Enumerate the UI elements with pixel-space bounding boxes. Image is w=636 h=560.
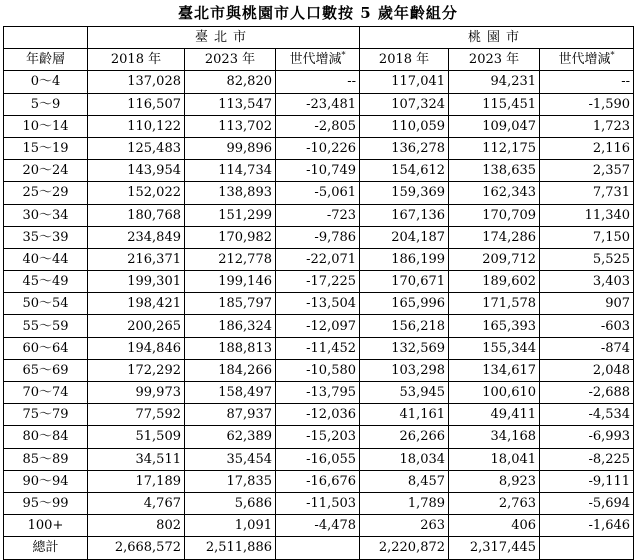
change-label: 世代增減 bbox=[558, 52, 611, 68]
taoyuan-2023-cell: 165,393 bbox=[449, 315, 540, 337]
footnote-mark: * bbox=[341, 50, 346, 60]
taoyuan-2018-cell: 26,266 bbox=[360, 426, 449, 448]
taipei-2023-cell: 188,813 bbox=[185, 337, 276, 359]
taipei-2018-cell: 802 bbox=[88, 515, 185, 537]
age-group-cell: 50～54 bbox=[4, 293, 88, 315]
table-row bbox=[4, 293, 634, 315]
taoyuan-2023-cell: 162,343 bbox=[449, 182, 540, 204]
taoyuan-change-cell: -603 bbox=[540, 315, 634, 337]
taipei-2023-cell: 82,820 bbox=[185, 71, 276, 93]
taipei-2018-cell: 34,511 bbox=[88, 448, 185, 470]
taipei-2018-cell: 137,028 bbox=[88, 71, 185, 93]
taipei-change-cell: -13,795 bbox=[276, 382, 360, 404]
column-header-row bbox=[4, 49, 634, 71]
taipei-change-cell: -23,481 bbox=[276, 93, 360, 115]
taipei-change-cell: -13,504 bbox=[276, 293, 360, 315]
total-label: 總計 bbox=[4, 537, 88, 559]
taoyuan-change-cell: 7,150 bbox=[540, 226, 634, 248]
table-title: 臺北市與桃園市人口數按 5 歲年齡組分 bbox=[178, 4, 458, 22]
taoyuan-2023-cell: 189,602 bbox=[449, 271, 540, 293]
taipei-change-header bbox=[276, 49, 360, 71]
taoyuan-2018-cell: 136,278 bbox=[360, 137, 449, 159]
taoyuan-change-cell: -5,694 bbox=[540, 492, 634, 514]
table-row bbox=[4, 204, 634, 226]
taoyuan-2023-cell: 94,231 bbox=[449, 71, 540, 93]
table-row bbox=[4, 382, 634, 404]
taoyuan-2023-cell: 112,175 bbox=[449, 137, 540, 159]
taoyuan-2018-cell: 117,041 bbox=[360, 71, 449, 93]
taoyuan-2018-cell: 263 bbox=[360, 515, 449, 537]
taipei-change-cell: -11,503 bbox=[276, 492, 360, 514]
taoyuan-2018-cell: 156,218 bbox=[360, 315, 449, 337]
taoyuan-change-cell: 907 bbox=[540, 293, 634, 315]
table-row bbox=[4, 137, 634, 159]
taipei-2023-cell: 35,454 bbox=[185, 448, 276, 470]
taipei-2018-cell: 198,421 bbox=[88, 293, 185, 315]
taipei-change-cell: -16,055 bbox=[276, 448, 360, 470]
age-group-cell: 65～69 bbox=[4, 359, 88, 381]
table-row bbox=[4, 515, 634, 537]
taipei-2023-cell: 5,686 bbox=[185, 492, 276, 514]
taoyuan-change-cell: 3,403 bbox=[540, 271, 634, 293]
taoyuan-2018-cell: 107,324 bbox=[360, 93, 449, 115]
taoyuan-2023-cell: 171,578 bbox=[449, 293, 540, 315]
taoyuan-2018-cell: 154,612 bbox=[360, 160, 449, 182]
taoyuan-change-cell: -874 bbox=[540, 337, 634, 359]
age-group-cell: 5～9 bbox=[4, 93, 88, 115]
taipei-2018-header: 2018 年 bbox=[88, 49, 185, 71]
taoyuan-change-cell: -8,225 bbox=[540, 448, 634, 470]
population-table bbox=[3, 26, 634, 560]
age-group-cell: 30～34 bbox=[4, 204, 88, 226]
taipei-2018-cell: 99,973 bbox=[88, 382, 185, 404]
taipei-2018-cell: 152,022 bbox=[88, 182, 185, 204]
taoyuan-2023-cell: 174,286 bbox=[449, 226, 540, 248]
taipei-2023-cell: 170,982 bbox=[185, 226, 276, 248]
table-row bbox=[4, 337, 634, 359]
taipei-2018-cell: 4,767 bbox=[88, 492, 185, 514]
taoyuan-change-cell: 1,723 bbox=[540, 115, 634, 137]
taoyuan-change-cell: 5,525 bbox=[540, 248, 634, 270]
taoyuan-2018-cell: 165,996 bbox=[360, 293, 449, 315]
taoyuan-change-cell: 11,340 bbox=[540, 204, 634, 226]
taoyuan-change-cell: -6,993 bbox=[540, 426, 634, 448]
taipei-2023-cell: 1,091 bbox=[185, 515, 276, 537]
taipei-2018-cell: 17,189 bbox=[88, 470, 185, 492]
taoyuan-2023-cell: 170,709 bbox=[449, 204, 540, 226]
taipei-2023-header: 2023 年 bbox=[185, 49, 276, 71]
taipei-2018-cell: 180,768 bbox=[88, 204, 185, 226]
table-row bbox=[4, 226, 634, 248]
table-row bbox=[4, 470, 634, 492]
table-row bbox=[4, 248, 634, 270]
taipei-change-cell: -723 bbox=[276, 204, 360, 226]
taipei-2023-cell: 114,734 bbox=[185, 160, 276, 182]
taoyuan-2018-cell: 53,945 bbox=[360, 382, 449, 404]
table-row bbox=[4, 448, 634, 470]
taipei-2023-cell: 185,797 bbox=[185, 293, 276, 315]
taoyuan-change-cell: -1,590 bbox=[540, 93, 634, 115]
taipei-2023-cell: 113,702 bbox=[185, 115, 276, 137]
taipei-change-cell: -2,805 bbox=[276, 115, 360, 137]
taoyuan-2023-total: 2,317,445 bbox=[449, 537, 540, 559]
age-group-cell: 25～29 bbox=[4, 182, 88, 204]
taoyuan-2018-cell: 18,034 bbox=[360, 448, 449, 470]
taipei-2018-cell: 110,122 bbox=[88, 115, 185, 137]
taipei-change-cell: -12,036 bbox=[276, 404, 360, 426]
taoyuan-change-cell: -9,111 bbox=[540, 470, 634, 492]
taoyuan-change-cell: 2,116 bbox=[540, 137, 634, 159]
taoyuan-2023-cell: 49,411 bbox=[449, 404, 540, 426]
taipei-change-cell: -5,061 bbox=[276, 182, 360, 204]
table-row bbox=[4, 160, 634, 182]
taoyuan-2018-cell: 1,789 bbox=[360, 492, 449, 514]
taoyuan-change-cell: 2,048 bbox=[540, 359, 634, 381]
taoyuan-change-cell: -4,534 bbox=[540, 404, 634, 426]
city-header-taipei: 臺北市 bbox=[88, 27, 360, 49]
taoyuan-change-cell: -1,646 bbox=[540, 515, 634, 537]
taoyuan-change-cell: 7,731 bbox=[540, 182, 634, 204]
taoyuan-2023-cell: 109,047 bbox=[449, 115, 540, 137]
taipei-change-cell: -10,749 bbox=[276, 160, 360, 182]
table-row bbox=[4, 182, 634, 204]
taoyuan-2018-cell: 41,161 bbox=[360, 404, 449, 426]
taipei-change-cell: -9,786 bbox=[276, 226, 360, 248]
taoyuan-2018-cell: 204,187 bbox=[360, 226, 449, 248]
age-group-cell: 40～44 bbox=[4, 248, 88, 270]
age-group-cell: 95～99 bbox=[4, 492, 88, 514]
table-row bbox=[4, 404, 634, 426]
taoyuan-2023-cell: 134,617 bbox=[449, 359, 540, 381]
taipei-2023-cell: 62,389 bbox=[185, 426, 276, 448]
taipei-change-cell: -15,203 bbox=[276, 426, 360, 448]
taipei-change-cell: -10,580 bbox=[276, 359, 360, 381]
taipei-change-cell: -11,452 bbox=[276, 337, 360, 359]
age-group-cell: 100+ bbox=[4, 515, 88, 537]
taipei-2018-cell: 125,483 bbox=[88, 137, 185, 159]
taoyuan-2018-cell: 8,457 bbox=[360, 470, 449, 492]
taipei-2023-cell: 113,547 bbox=[185, 93, 276, 115]
taipei-2018-cell: 199,301 bbox=[88, 271, 185, 293]
age-group-cell: 10～14 bbox=[4, 115, 88, 137]
taoyuan-2023-cell: 406 bbox=[449, 515, 540, 537]
city-header-row bbox=[4, 27, 634, 49]
age-group-cell: 80～84 bbox=[4, 426, 88, 448]
taipei-2023-cell: 151,299 bbox=[185, 204, 276, 226]
taoyuan-2023-cell: 138,635 bbox=[449, 160, 540, 182]
age-group-cell: 60～64 bbox=[4, 337, 88, 359]
age-group-cell: 55～59 bbox=[4, 315, 88, 337]
taipei-2018-cell: 200,265 bbox=[88, 315, 185, 337]
footnote-mark: * bbox=[610, 50, 615, 60]
taipei-change-cell: -4,478 bbox=[276, 515, 360, 537]
taoyuan-2023-cell: 209,712 bbox=[449, 248, 540, 270]
table-row bbox=[4, 115, 634, 137]
city-header-taoyuan: 桃園市 bbox=[360, 27, 634, 49]
taoyuan-2023-cell: 18,041 bbox=[449, 448, 540, 470]
taipei-2023-cell: 99,896 bbox=[185, 137, 276, 159]
taipei-2018-total: 2,668,572 bbox=[88, 537, 185, 559]
taoyuan-2018-total: 2,220,872 bbox=[360, 537, 449, 559]
taipei-2018-cell: 116,507 bbox=[88, 93, 185, 115]
taoyuan-2018-cell: 159,369 bbox=[360, 182, 449, 204]
taoyuan-2018-cell: 167,136 bbox=[360, 204, 449, 226]
taipei-2023-cell: 186,324 bbox=[185, 315, 276, 337]
table-row bbox=[4, 359, 634, 381]
taipei-2018-cell: 172,292 bbox=[88, 359, 185, 381]
taoyuan-2018-cell: 186,199 bbox=[360, 248, 449, 270]
taoyuan-2023-cell: 8,923 bbox=[449, 470, 540, 492]
taipei-change-total bbox=[276, 537, 360, 559]
taipei-2018-cell: 216,371 bbox=[88, 248, 185, 270]
taoyuan-change-cell: 2,357 bbox=[540, 160, 634, 182]
taoyuan-2018-cell: 132,569 bbox=[360, 337, 449, 359]
age-group-header: 年齡層 bbox=[4, 49, 88, 71]
taipei-2023-cell: 212,778 bbox=[185, 248, 276, 270]
change-label: 世代增減 bbox=[289, 52, 342, 68]
taoyuan-change-header bbox=[540, 49, 634, 71]
taipei-2023-cell: 17,835 bbox=[185, 470, 276, 492]
age-group-cell: 45～49 bbox=[4, 271, 88, 293]
taipei-2018-cell: 51,509 bbox=[88, 426, 185, 448]
taipei-2023-cell: 184,266 bbox=[185, 359, 276, 381]
table-row bbox=[4, 426, 634, 448]
taoyuan-2023-cell: 2,763 bbox=[449, 492, 540, 514]
corner-cell bbox=[4, 27, 88, 49]
age-group-cell: 70～74 bbox=[4, 382, 88, 404]
taipei-2023-cell: 158,497 bbox=[185, 382, 276, 404]
taoyuan-2023-cell: 155,344 bbox=[449, 337, 540, 359]
age-group-cell: 90～94 bbox=[4, 470, 88, 492]
age-group-cell: 85～89 bbox=[4, 448, 88, 470]
taoyuan-change-total bbox=[540, 537, 634, 559]
taoyuan-2018-cell: 103,298 bbox=[360, 359, 449, 381]
age-group-cell: 20～24 bbox=[4, 160, 88, 182]
taipei-change-cell: -12,097 bbox=[276, 315, 360, 337]
taipei-2018-cell: 194,846 bbox=[88, 337, 185, 359]
table-row bbox=[4, 93, 634, 115]
taipei-change-cell: -22,071 bbox=[276, 248, 360, 270]
taipei-change-cell: -- bbox=[276, 71, 360, 93]
taoyuan-change-cell: -- bbox=[540, 71, 634, 93]
table-row bbox=[4, 71, 634, 93]
age-group-cell: 75～79 bbox=[4, 404, 88, 426]
age-group-cell: 15～19 bbox=[4, 137, 88, 159]
table-row bbox=[4, 492, 634, 514]
taoyuan-2018-cell: 170,671 bbox=[360, 271, 449, 293]
taoyuan-2023-header: 2023 年 bbox=[449, 49, 540, 71]
taipei-2018-cell: 143,954 bbox=[88, 160, 185, 182]
table-row bbox=[4, 271, 634, 293]
taoyuan-2023-cell: 34,168 bbox=[449, 426, 540, 448]
taoyuan-2018-cell: 110,059 bbox=[360, 115, 449, 137]
taoyuan-change-cell: -2,688 bbox=[540, 382, 634, 404]
taipei-change-cell: -16,676 bbox=[276, 470, 360, 492]
taipei-change-cell: -10,226 bbox=[276, 137, 360, 159]
taipei-change-cell: -17,225 bbox=[276, 271, 360, 293]
taoyuan-2023-cell: 100,610 bbox=[449, 382, 540, 404]
taipei-2023-total: 2,511,886 bbox=[185, 537, 276, 559]
total-row bbox=[4, 537, 634, 559]
taipei-2023-cell: 199,146 bbox=[185, 271, 276, 293]
taoyuan-2018-header: 2018 年 bbox=[360, 49, 449, 71]
taipei-2018-cell: 234,849 bbox=[88, 226, 185, 248]
age-group-cell: 0～4 bbox=[4, 71, 88, 93]
table-row bbox=[4, 315, 634, 337]
taipei-2023-cell: 138,893 bbox=[185, 182, 276, 204]
taipei-2018-cell: 77,592 bbox=[88, 404, 185, 426]
taipei-2023-cell: 87,937 bbox=[185, 404, 276, 426]
taoyuan-2023-cell: 115,451 bbox=[449, 93, 540, 115]
age-group-cell: 35～39 bbox=[4, 226, 88, 248]
